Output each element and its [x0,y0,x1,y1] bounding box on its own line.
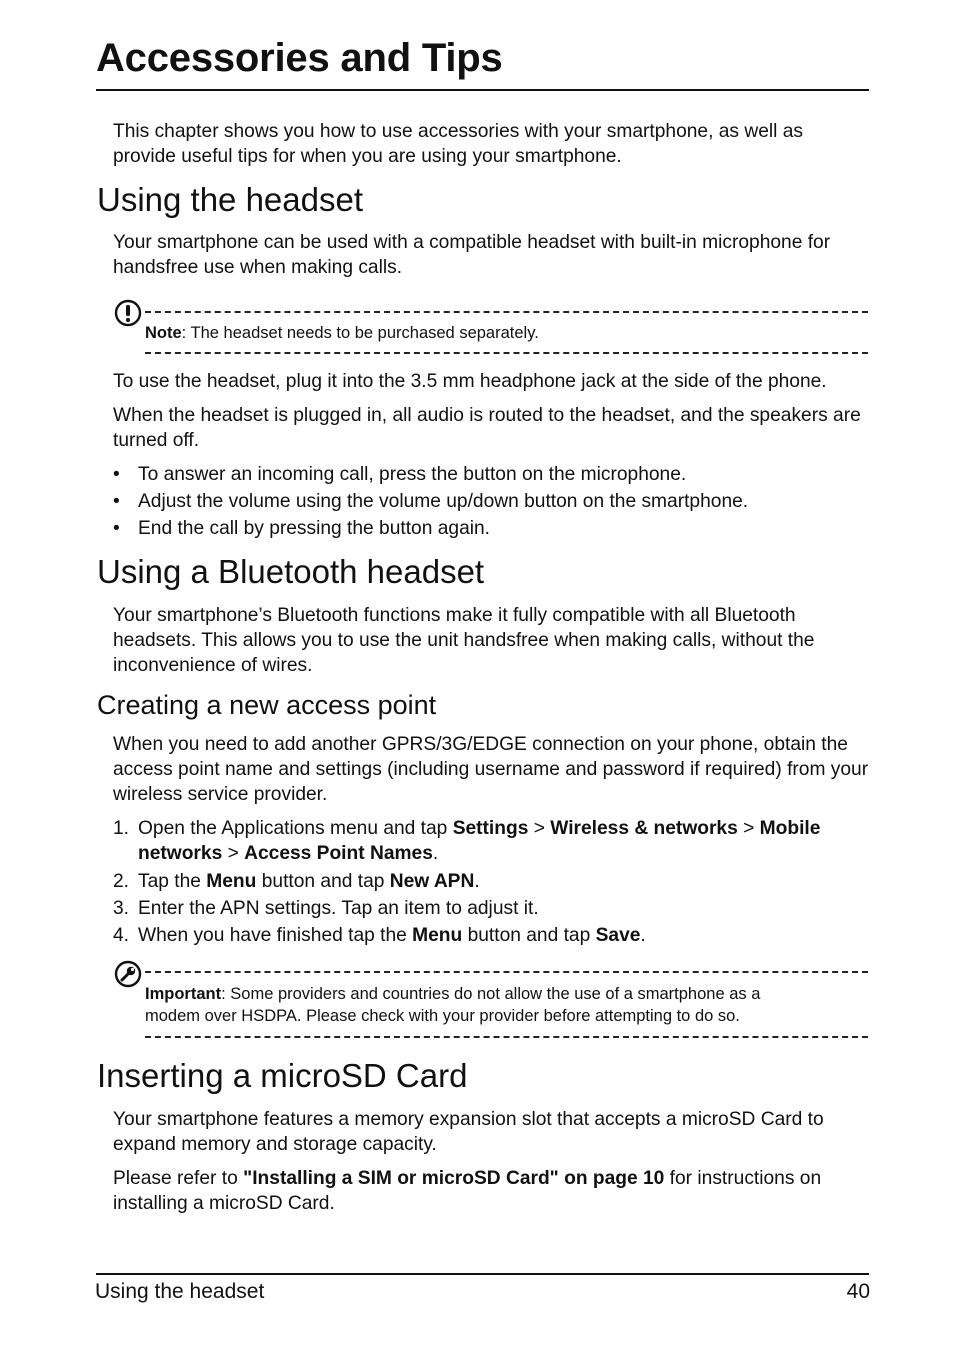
headset-paragraph-3: When the headset is plugged in, all audio is routed to the headset, and the speakers are turned off. [113,405,861,451]
access-point-paragraph: When you need to add another GPRS/3G/EDGE connection on your phone, obtain the access point name and settings (including username and password if required) from your wireless service provider. [113,734,869,805]
exclamation-circle-icon [114,299,142,327]
headset-paragraph-2: To use the headset, plug it into the 3.5 mm headphone jack at the side of the phone. [113,371,827,392]
section-heading-microsd: Inserting a microSD Card [97,1057,468,1094]
intro-paragraph: This chapter shows you how to use accessories with your smartphone, as well as provide useful tips for when you are using your smartphone. [113,121,804,167]
subsection-heading-access-point: Creating a new access point [97,690,437,720]
list-item-text: End the call by pressing the button again. [138,518,491,539]
microsd-paragraph-1: Your smartphone features a memory expansion slot that accepts a microSD Card to expand memory and storage capacity. [113,1109,824,1155]
step-text: When you have finished tap the Menu button and tap Save. [138,925,646,946]
important-callout [145,983,845,1027]
section-heading-headset: Using the headset [97,181,364,218]
bullet-marker: • [113,518,120,539]
important-label: Important [145,985,222,1003]
step-number: 1. [113,818,130,839]
list-item-text: Adjust the volume using the volume up/down button on the smartphone. [138,491,749,512]
title-rule [96,89,869,91]
note-label: Note [145,324,182,342]
step-text: Enter the APN settings. Tap an item to adjust it. [138,898,539,919]
footer-section-title: Using the headset [95,1280,265,1303]
page-title: Accessories and Tips [96,36,503,80]
important-top-divider [145,971,868,973]
bluetooth-paragraph: Your smartphone’s Bluetooth functions make it fully compatible with all Bluetooth headsets. This allows you to use the unit handsfree when making calls, without the inconvenience of wires. [113,605,815,676]
step-text: Tap the Menu button and tap New APN. [138,871,480,892]
page-number: 40 [846,1280,870,1303]
bullet-marker: • [113,491,120,512]
note-text: : The headset needs to be purchased separately. [181,324,539,342]
note-top-divider [145,311,868,313]
important-text-2: modem over HSDPA. Please check with your provider before attempting to do so. [145,1007,740,1025]
wrench-circle-icon [114,960,142,988]
footer-rule [96,1273,869,1275]
section-heading-bluetooth: Using a Bluetooth headset [97,553,485,590]
important-text: : Some providers and countries do not allow the use of a smartphone as a [221,985,761,1003]
step-number: 4. [113,925,130,946]
note-bottom-divider [145,352,868,354]
important-bottom-divider [145,1036,868,1038]
note-callout [145,322,845,344]
step-number: 3. [113,898,130,919]
microsd-paragraph-2: Please refer to "Installing a SIM or microSD Card" on page 10 for instructions on installing a microSD Card. [113,1168,822,1214]
step-number: 2. [113,871,130,892]
headset-paragraph-1: Your smartphone can be used with a compatible headset with built-in microphone for handsfree use when making calls. [113,232,831,278]
bullet-marker: • [113,464,120,485]
step-text: Open the Applications menu and tap Settings > Wireless & networks > Mobile networks > Access Point Names. [138,818,821,864]
list-item-text: To answer an incoming call, press the button on the microphone. [138,464,687,485]
cross-reference-link: "Installing a SIM or microSD Card" on page 10 [243,1168,665,1189]
